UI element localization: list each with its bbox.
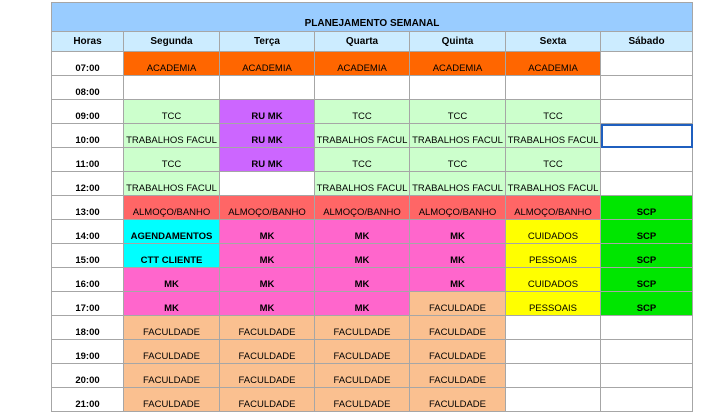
time-cell[interactable]: 14:00: [52, 220, 124, 244]
cell-terca[interactable]: ACADEMIA: [220, 52, 315, 76]
header-terca[interactable]: Terça: [220, 32, 315, 52]
cell-sexta[interactable]: ACADEMIA: [506, 52, 601, 76]
cell-quarta[interactable]: TCC: [315, 148, 410, 172]
cell-quarta[interactable]: FACULDADE: [315, 340, 410, 364]
cell-sabado[interactable]: SCP: [601, 244, 693, 268]
header-sexta[interactable]: Sexta: [506, 32, 601, 52]
cell-sabado[interactable]: SCP: [601, 220, 693, 244]
cell-sexta[interactable]: PESSOAIS: [506, 244, 601, 268]
cell-segunda[interactable]: TRABALHOS FACUL: [124, 172, 220, 196]
cell-terca[interactable]: MK: [220, 244, 315, 268]
cell-quinta[interactable]: MK: [410, 220, 506, 244]
cell-sabado[interactable]: [601, 316, 693, 340]
schedule-row: [52, 196, 693, 220]
cell-terca[interactable]: [220, 172, 315, 196]
cell-sabado[interactable]: SCP: [601, 292, 693, 316]
time-cell[interactable]: 12:00: [52, 172, 124, 196]
schedule-row: [52, 76, 693, 100]
cell-sexta[interactable]: TCC: [506, 100, 601, 124]
cell-segunda[interactable]: FACULDADE: [124, 388, 220, 412]
cell-sexta[interactable]: CUIDADOS: [506, 220, 601, 244]
cell-quarta[interactable]: TCC: [315, 100, 410, 124]
cell-quinta[interactable]: TCC: [410, 148, 506, 172]
schedule-row: [52, 172, 693, 196]
cell-sexta[interactable]: [506, 364, 601, 388]
cell-quinta[interactable]: FACULDADE: [410, 388, 506, 412]
schedule-row: [52, 316, 693, 340]
cell-segunda[interactable]: TCC: [124, 100, 220, 124]
cell-sexta[interactable]: PESSOAIS: [506, 292, 601, 316]
cell-terca[interactable]: ALMOÇO/BANHO: [220, 196, 315, 220]
schedule-row: [52, 340, 693, 364]
time-cell[interactable]: 17:00: [52, 292, 124, 316]
cell-quinta[interactable]: TRABALHOS FACUL: [410, 124, 506, 148]
schedule-row: [52, 124, 693, 148]
cell-quinta[interactable]: FACULDADE: [410, 364, 506, 388]
cell-sabado[interactable]: [601, 148, 693, 172]
cell-quarta[interactable]: FACULDADE: [315, 364, 410, 388]
cell-sabado[interactable]: [601, 76, 693, 100]
cell-quarta[interactable]: FACULDADE: [315, 388, 410, 412]
time-cell[interactable]: 09:00: [52, 100, 124, 124]
time-cell[interactable]: 13:00: [52, 196, 124, 220]
cell-quarta[interactable]: MK: [315, 268, 410, 292]
schedule-row: [52, 388, 693, 412]
cell-quarta[interactable]: TRABALHOS FACUL: [315, 172, 410, 196]
weekly-schedule-sheet: [51, 2, 693, 412]
cell-segunda[interactable]: MK: [124, 268, 220, 292]
time-cell[interactable]: 10:00: [52, 124, 124, 148]
cell-sexta[interactable]: TRABALHOS FACUL: [506, 124, 601, 148]
sheet-title[interactable]: PLANEJAMENTO SEMANAL: [52, 3, 693, 32]
cell-quarta[interactable]: [315, 76, 410, 100]
cell-segunda[interactable]: [124, 76, 220, 100]
cell-sabado[interactable]: [601, 172, 693, 196]
time-cell[interactable]: 15:00: [52, 244, 124, 268]
cell-quinta[interactable]: FACULDADE: [410, 292, 506, 316]
cell-sabado[interactable]: [601, 388, 693, 412]
cell-quinta[interactable]: MK: [410, 268, 506, 292]
cell-terca[interactable]: FACULDADE: [220, 340, 315, 364]
cell-terca[interactable]: RU MK: [220, 148, 315, 172]
cell-segunda[interactable]: ALMOÇO/BANHO: [124, 196, 220, 220]
cell-quinta[interactable]: TRABALHOS FACUL: [410, 172, 506, 196]
time-cell[interactable]: 07:00: [52, 52, 124, 76]
cell-terca[interactable]: MK: [220, 268, 315, 292]
cell-segunda[interactable]: TRABALHOS FACUL: [124, 124, 220, 148]
cell-sexta[interactable]: [506, 76, 601, 100]
header-row: [52, 32, 693, 52]
cell-sexta[interactable]: [506, 388, 601, 412]
cell-sabado[interactable]: [601, 364, 693, 388]
cell-terca[interactable]: RU MK: [220, 100, 315, 124]
cell-quarta[interactable]: MK: [315, 244, 410, 268]
header-horas[interactable]: Horas: [52, 32, 124, 52]
header-sabado[interactable]: Sábado: [601, 32, 693, 52]
cell-quinta[interactable]: MK: [410, 244, 506, 268]
cell-quarta[interactable]: TRABALHOS FACUL: [315, 124, 410, 148]
cell-segunda[interactable]: TCC: [124, 148, 220, 172]
cell-quinta[interactable]: [410, 76, 506, 100]
cell-quarta[interactable]: MK: [315, 220, 410, 244]
schedule-row: [52, 292, 693, 316]
cell-quinta[interactable]: FACULDADE: [410, 340, 506, 364]
cell-segunda[interactable]: FACULDADE: [124, 364, 220, 388]
schedule-row: [52, 52, 693, 76]
cell-sabado[interactable]: SCP: [601, 268, 693, 292]
cell-sabado[interactable]: [601, 52, 693, 76]
cell-segunda[interactable]: CTT CLIENTE: [124, 244, 220, 268]
cell-segunda[interactable]: FACULDADE: [124, 316, 220, 340]
cell-sabado[interactable]: [601, 100, 693, 124]
cell-sexta[interactable]: TRABALHOS FACUL: [506, 172, 601, 196]
cell-quinta[interactable]: ALMOÇO/BANHO: [410, 196, 506, 220]
schedule-row: [52, 364, 693, 388]
schedule-row: [52, 244, 693, 268]
cell-terca[interactable]: FACULDADE: [220, 388, 315, 412]
time-cell[interactable]: 08:00: [52, 76, 124, 100]
cell-quinta[interactable]: ACADEMIA: [410, 52, 506, 76]
cell-segunda[interactable]: FACULDADE: [124, 340, 220, 364]
time-cell[interactable]: 16:00: [52, 268, 124, 292]
time-cell[interactable]: 19:00: [52, 340, 124, 364]
cell-sexta[interactable]: TCC: [506, 148, 601, 172]
header-segunda[interactable]: Segunda: [124, 32, 220, 52]
cell-sexta[interactable]: [506, 340, 601, 364]
cell-terca[interactable]: FACULDADE: [220, 316, 315, 340]
cell-quarta[interactable]: MK: [315, 292, 410, 316]
cell-quinta[interactable]: TCC: [410, 100, 506, 124]
cell-sabado[interactable]: [601, 124, 693, 148]
cell-terca[interactable]: MK: [220, 292, 315, 316]
schedule-row: [52, 148, 693, 172]
schedule-row: [52, 220, 693, 244]
time-cell[interactable]: 11:00: [52, 148, 124, 172]
schedule-row: [52, 268, 693, 292]
cell-segunda[interactable]: MK: [124, 292, 220, 316]
header-quinta[interactable]: Quinta: [410, 32, 506, 52]
cell-terca[interactable]: FACULDADE: [220, 364, 315, 388]
cell-sabado[interactable]: SCP: [601, 196, 693, 220]
cell-sexta[interactable]: [506, 316, 601, 340]
cell-segunda[interactable]: ACADEMIA: [124, 52, 220, 76]
cell-quinta[interactable]: FACULDADE: [410, 316, 506, 340]
cell-terca[interactable]: MK: [220, 220, 315, 244]
cell-segunda[interactable]: AGENDAMENTOS: [124, 220, 220, 244]
cell-quarta[interactable]: ALMOÇO/BANHO: [315, 196, 410, 220]
cell-sexta[interactable]: ALMOÇO/BANHO: [506, 196, 601, 220]
cell-sabado[interactable]: [601, 340, 693, 364]
cell-terca[interactable]: RU MK: [220, 124, 315, 148]
schedule-row: [52, 100, 693, 124]
time-cell[interactable]: 20:00: [52, 364, 124, 388]
cell-terca[interactable]: [220, 76, 315, 100]
time-cell[interactable]: 18:00: [52, 316, 124, 340]
header-quarta[interactable]: Quarta: [315, 32, 410, 52]
cell-quarta[interactable]: ACADEMIA: [315, 52, 410, 76]
cell-sexta[interactable]: CUIDADOS: [506, 268, 601, 292]
cell-quarta[interactable]: FACULDADE: [315, 316, 410, 340]
time-cell[interactable]: 21:00: [52, 388, 124, 412]
